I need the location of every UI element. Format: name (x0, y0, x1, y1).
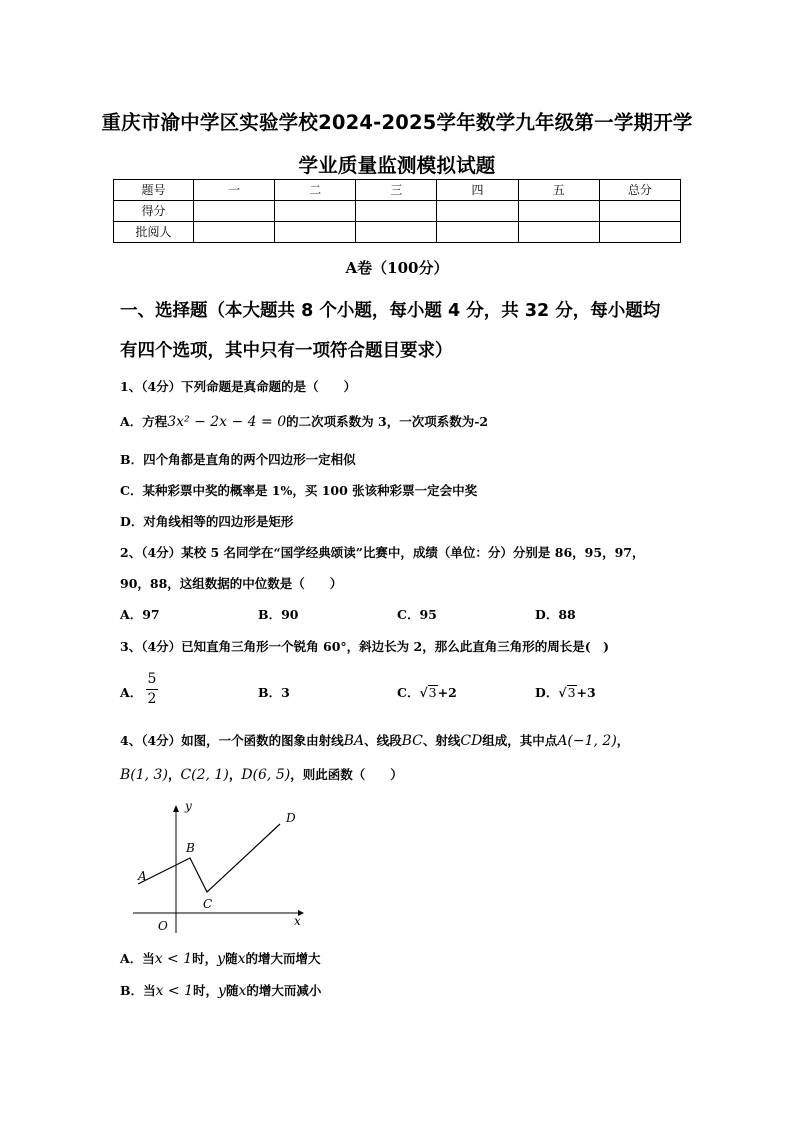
q3-option-c[interactable] (397, 683, 457, 701)
q4-stem-line2-suffix: ，则此函数（ ） (290, 767, 403, 782)
grader-cell[interactable] (518, 222, 599, 243)
q4-comma: ， (616, 733, 630, 748)
q4-b-x: x (238, 983, 247, 999)
graph-label-origin: O (158, 919, 168, 933)
grader-row (114, 222, 681, 243)
q4-comma: ， (228, 767, 242, 782)
q3-option-b[interactable]: B．3 (258, 685, 290, 700)
q3-d-suffix: +3 (576, 685, 596, 700)
q4-b-sui: 随 (225, 983, 239, 998)
q4-segment-bc: BC (401, 733, 423, 749)
q3-a-numerator: 5 (147, 671, 157, 687)
function-polyline (138, 824, 280, 892)
score-row-label: 得分 (114, 201, 194, 222)
score-col-5: 五 (518, 180, 599, 201)
grader-cell[interactable] (194, 222, 275, 243)
score-col-4: 四 (437, 180, 518, 201)
q4-b-condition: x < 1 (155, 983, 194, 999)
q1-stem: 1、（4分）下列命题是真命题的是（ ） (120, 379, 357, 394)
q4-comma: ， (167, 767, 181, 782)
section-a-heading: A卷（100分） (345, 259, 449, 277)
q4-a-y: y (217, 951, 226, 967)
score-cell[interactable] (194, 201, 275, 222)
q1-a-suffix: 的二次项系数为 3，一次项系数为-2 (286, 414, 489, 429)
q4-stem-line2 (120, 765, 403, 783)
q2-option-a[interactable]: A．97 (120, 607, 160, 622)
q4-stem-line1 (120, 731, 629, 749)
q1-option-c[interactable]: C．某种彩票中奖的概率是 1%，买 100 张该种彩票一定会中奖 (120, 483, 478, 498)
q4-point-b: B(1, 3) (120, 767, 168, 783)
q4-point-d: D(6, 5) (241, 767, 291, 783)
q3-option-d[interactable] (535, 683, 596, 701)
q1-option-b[interactable]: B．四个角都是直角的两个四边形一定相似 (120, 452, 356, 467)
q4-point-c: C(2, 1) (180, 767, 229, 783)
score-table (113, 179, 681, 243)
y-axis-arrow-icon (173, 805, 179, 812)
q3-a-denominator: 2 (147, 691, 157, 707)
score-col-2: 二 (275, 180, 356, 201)
q3-c-radicand: 3 (428, 685, 437, 700)
exam-title-line2: 学业质量监测模拟试题 (298, 154, 496, 177)
q4-stem-suffix: 组成，其中点 (482, 733, 558, 748)
score-col-3: 三 (356, 180, 437, 201)
score-col-label: 题号 (114, 180, 194, 201)
q4-b-y: y (218, 983, 226, 999)
q1-a-prefix: A．方程 (120, 414, 168, 429)
graph-label-y: y (185, 800, 192, 813)
graph-label-a: A (138, 869, 147, 883)
score-col-total: 总分 (599, 180, 680, 201)
q4-a-prefix: A．当 (120, 951, 155, 966)
q3-a-label: A． (120, 685, 143, 700)
graph-label-c: C (203, 897, 213, 911)
q3-d-radicand: 3 (567, 685, 576, 700)
exam-title-line1: 重庆市渝中学区实验学校2024-2025学年数学九年级第一学期开学 (101, 111, 693, 134)
q4-sep1: 、线段 (364, 733, 402, 748)
q4-a-sui: 随 (225, 951, 238, 966)
q2-option-d[interactable]: D．88 (535, 607, 576, 622)
q3-a-fraction-bar (146, 689, 158, 690)
score-cell[interactable] (275, 201, 356, 222)
section1-heading-line2: 有四个选项，其中只有一项符合题目要求） (120, 341, 453, 361)
grader-cell[interactable] (356, 222, 437, 243)
graph-label-d: D (286, 811, 296, 825)
q4-b-prefix: B．当 (120, 983, 156, 998)
grader-row-label: 批阅人 (114, 222, 194, 243)
q3-option-a[interactable] (120, 683, 142, 701)
sqrt-icon: √ (558, 685, 567, 700)
q4-ray-ba: BA (343, 733, 365, 749)
q3-c-suffix: +2 (437, 685, 457, 700)
q4-point-a: A(−1, 2) (557, 733, 617, 749)
score-col-1: 一 (194, 180, 275, 201)
score-cell[interactable] (599, 201, 680, 222)
q4-ray-cd: CD (460, 733, 483, 749)
graph-label-x: x (294, 914, 301, 928)
q4-b-mid: 时， (193, 983, 219, 998)
q2-stem-line2: 90，88，这组数据的中位数是（ ） (120, 576, 343, 591)
q3-d-label: D． (535, 685, 559, 700)
q3-stem: 3、（4分）已知直角三角形一个锐角 60°，斜边长为 2，那么此直角三角形的周长是( ) (120, 639, 610, 654)
q2-option-c[interactable]: C．95 (397, 607, 437, 622)
graph-label-b: B (186, 841, 195, 855)
grader-cell[interactable] (275, 222, 356, 243)
q1-option-d[interactable]: D．对角线相等的四边形是矩形 (120, 514, 294, 529)
q4-stem-prefix: 4、（4分）如图，一个函数的图象由射线 (120, 733, 344, 748)
q4-a-mid: 时， (192, 951, 218, 966)
q2-option-b[interactable]: B．90 (258, 607, 299, 622)
q4-b-suffix: 的增大而减小 (246, 983, 322, 998)
q3-c-label: C． (397, 685, 420, 700)
q4-a-suffix: 的增大而增大 (245, 951, 321, 966)
grader-cell[interactable] (437, 222, 518, 243)
score-row (114, 201, 681, 222)
q4-option-a[interactable] (120, 949, 321, 967)
score-cell[interactable] (437, 201, 518, 222)
q1-option-a[interactable] (120, 412, 488, 430)
score-table-header-row (114, 180, 681, 201)
q4-a-condition: x < 1 (154, 951, 193, 967)
q2-stem-line1: 2、（4分）某校 5 名同学在“国学经典颂读”比赛中，成绩（单位：分）分别是 86，95，97， (120, 545, 645, 560)
score-cell[interactable] (356, 201, 437, 222)
section1-heading-line1: 一、选择题（本大题共 8 个小题，每小题 4 分，共 32 分，每小题均 (120, 301, 661, 321)
q4-sep2: 、射线 (422, 733, 461, 748)
grader-cell[interactable] (599, 222, 680, 243)
q4-a-x: x (237, 951, 246, 967)
score-cell[interactable] (518, 201, 599, 222)
q4-option-b[interactable] (120, 981, 321, 999)
q1-a-equation: 3x² − 2x − 4 = 0 (167, 414, 287, 430)
sqrt-icon: √ (419, 685, 428, 700)
q4-function-graph (128, 800, 308, 940)
